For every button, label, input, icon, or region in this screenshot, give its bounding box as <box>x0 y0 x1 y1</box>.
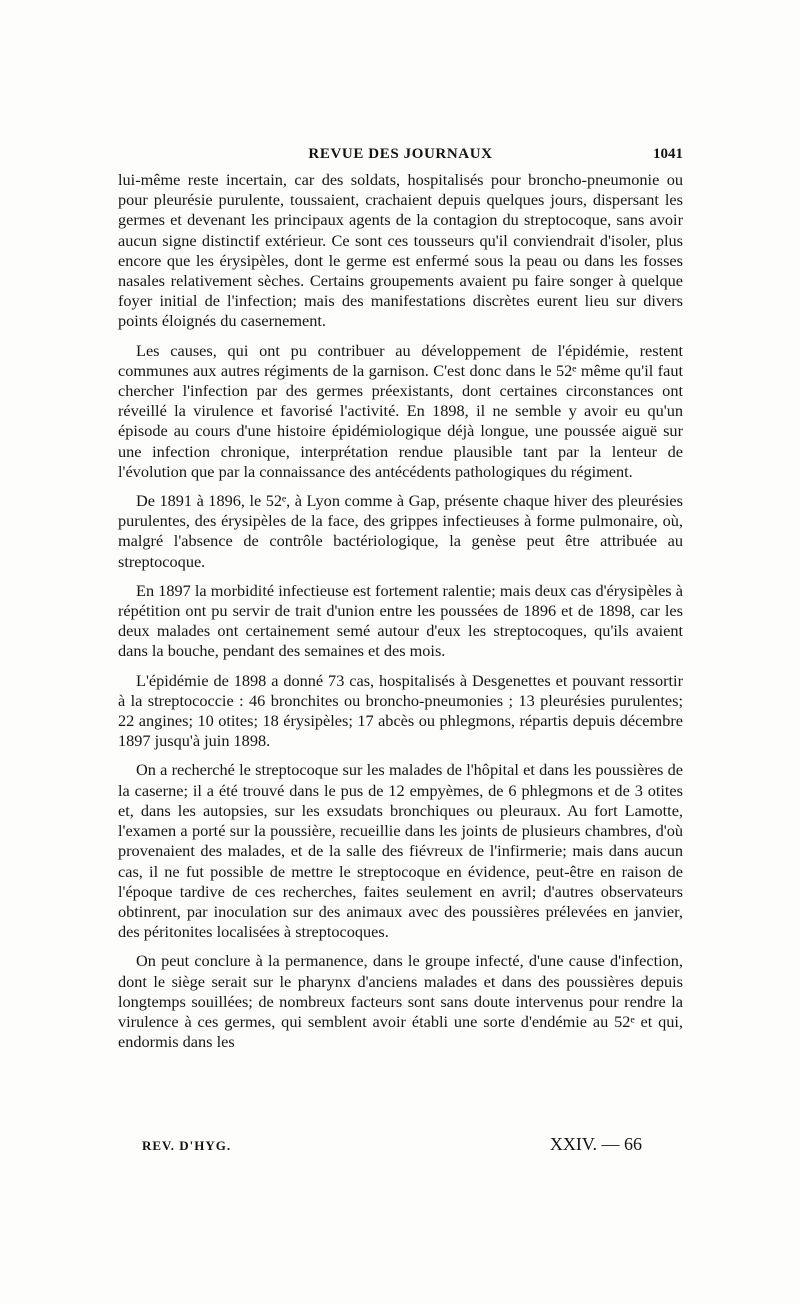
running-title: REVUE DES JOURNAUX <box>308 146 493 162</box>
volume-mark: XXIV. — 66 <box>549 1134 642 1154</box>
paragraph-7: On peut conclure à la permanence, dans le groupe infecté, d'une cause d'infection, dont le siège serait sur le pharynx d'anciens malades et dans des poussières depuis longtemps souillées; de nombreux facteurs sont sans doute intervenus pour rendre la virulence à ces germes, qui semblent avoir établi une sorte d'endémie au 52ᵉ et qui, endormis dans les <box>118 951 683 1052</box>
paragraph-5: L'épidémie de 1898 a donné 73 cas, hospitalisés à Desgenettes et pouvant ressortir à la streptococcie : 46 bronchites ou broncho-pneumonies ; 13 pleurésies purulentes; 22 angines; 10 otites; 18 érysipèles; 17 abcès ou phlegmons, répartis depuis décembre 1897 jusqu'à juin 1898. <box>118 670 683 751</box>
paragraph-3: De 1891 à 1896, le 52ᵉ, à Lyon comme à Gap, présente chaque hiver des pleurésies purulentes, des érysipèles de la face, des grippes infectieuses à forme pulmonaire, où, malgré l'absence de contrôle bactériologique, la genèse peut être attribuée au streptocoque. <box>118 491 683 571</box>
signature-mark: REV. D'HYG. <box>142 1138 232 1153</box>
article-body <box>118 170 683 1061</box>
paragraph-2: Les causes, qui ont pu contribuer au développement de l'épidémie, restent communes aux autres régiments de la garnison. C'est donc dans le 52ᵉ même qu'il faut chercher l'infection par des germes préexistants, dont certaines circonstances ont réveillé la virulence et favorisé l'activité. En 1898, il ne semble y avoir eu qu'un épisode au cours d'une histoire épidémiologique déjà longue, une poussée aiguë sur une infection chronique, interprétation rendue plausible tant par la lenteur de l'évolution que par la connaissance des antécédents pathologiques du régiment. <box>118 340 683 481</box>
page-header <box>118 146 683 168</box>
page-number: 1041 <box>653 146 683 162</box>
paragraph-6: On a recherché le streptocoque sur les malades de l'hôpital et dans les poussières de la caserne; il a été trouvé dans le pus de 12 empyèmes, de 6 phlegmons et de 3 otites et, dans les autopsies, sur les exsudats bronchiques ou pleuraux. Au fort Lamotte, l'examen a porté sur la poussière, recueillie dans les joints de plusieurs chambres, d'où provenaient des malades, et de la salle des fiévreux de l'infirmerie; mais dans aucun cas, il ne fut possible de mettre le streptocoque en évidence, peut-être en raison de l'époque tardive de ces recherches, faites seulement en avril; d'autres observateurs obtinrent, par inoculation sur des animaux avec des poussières prélevées en janvier, des péritonites localisées à streptocoques. <box>118 760 683 942</box>
paragraph-4: En 1897 la morbidité infectieuse est fortement ralentie; mais deux cas d'érysipèles à répétition ont pu servir de trait d'union entre les poussées de 1896 et de 1898, car les deux malades ont certainement semé autour d'eux les streptocoques, qu'ils avaient dans la bouche, pendant des semaines et des mois. <box>118 580 683 661</box>
page-footer <box>142 1136 642 1160</box>
paragraph-1: lui-même reste incertain, car des soldats, hospitalisés pour broncho-pneumonie ou pour pleurésie purulente, toussaient, crachaient depuis quelques jours, dispersant les germes et devenant les principaux agents de la contagion du streptocoque, sans avoir aucun signe distinctif extérieur. Ce sont ces tousseurs qu'il conviendrait d'isoler, plus encore que les érysipèles, dont le germe est enfermé sous la peau ou dans les fosses nasales relativement sèches. Certains groupements avaient pu faire songer à quelque foyer initial de l'infection; mais des manifestations discrètes eurent lieu sur divers points éloignés du casernement. <box>118 170 683 331</box>
